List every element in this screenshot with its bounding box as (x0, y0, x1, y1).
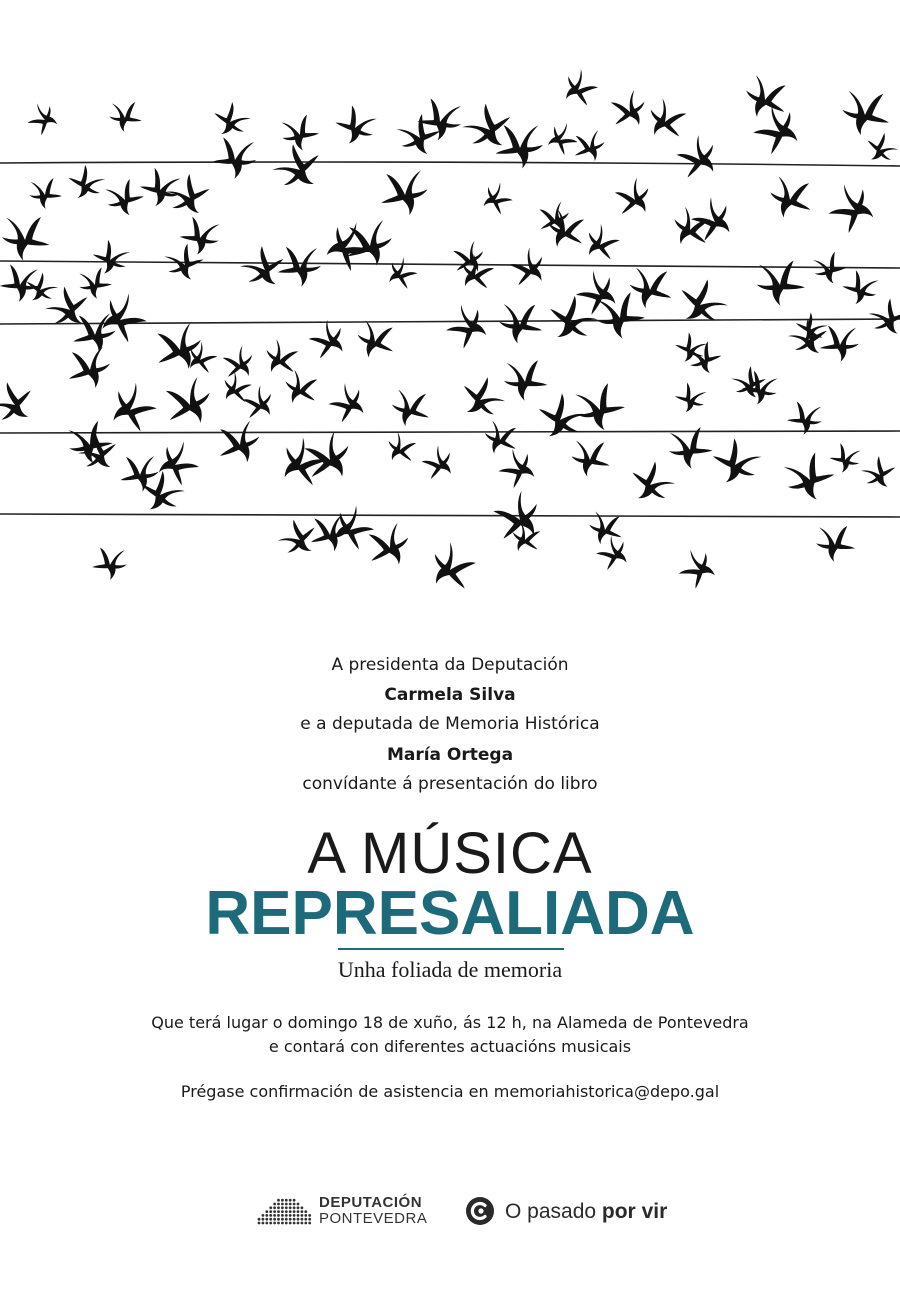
logo-dot (289, 1214, 292, 1217)
logo-dot (293, 1210, 296, 1213)
logo-dot (289, 1210, 292, 1213)
bird-silhouette (277, 111, 323, 155)
deputacion-logo-line1: DEPUTACIÓN (319, 1194, 423, 1211)
logo-dot (285, 1203, 288, 1206)
logo-dot (304, 1222, 307, 1225)
bird-silhouette (671, 132, 726, 187)
logo-dot (273, 1210, 276, 1213)
circle-c-logo-icon (465, 1196, 495, 1226)
invite-line-presidenta: A presidenta da Deputación (331, 655, 569, 675)
bird-silhouette (498, 302, 542, 344)
birds-on-wires-illustration (0, 60, 900, 600)
bird-silhouette (149, 437, 203, 492)
bird-silhouette (354, 319, 398, 362)
bird-silhouette (740, 74, 791, 124)
logo-dot (301, 1218, 304, 1221)
deputacion-logo-line2: PONTEVEDRA (319, 1210, 428, 1227)
bird-silhouette (501, 357, 549, 403)
logo-dot (273, 1218, 276, 1221)
logo-dot (277, 1210, 280, 1213)
logo-dot (281, 1206, 284, 1209)
bird-silhouette (304, 317, 353, 366)
logo-dot (273, 1222, 276, 1225)
bird-silhouette (162, 169, 217, 224)
book-title-bottom: REPRESALIADA (205, 879, 695, 948)
logo-dot (304, 1218, 307, 1221)
invite-line-deputada: e a deputada de Memoria Histórica (300, 714, 600, 734)
bird-silhouette (208, 98, 254, 144)
bird-silhouette (26, 176, 63, 212)
bird-silhouette (380, 170, 428, 216)
bird-silhouette (481, 420, 521, 459)
bird-silhouette (571, 440, 610, 477)
logo-dot (277, 1222, 280, 1225)
logo-dot (281, 1218, 284, 1221)
event-details-line1: Que terá lugar o domingo 18 de xuño, ás 12 h, na Alameda de Pontevedra (151, 1013, 749, 1032)
bird-silhouette (556, 66, 602, 112)
bird-silhouette (818, 323, 861, 364)
logo-dot (289, 1199, 292, 1202)
bird-silhouette (0, 214, 50, 262)
bird-silhouette (135, 164, 185, 213)
bird-silhouette (824, 180, 883, 240)
logo-dot (293, 1199, 296, 1202)
logo-dot (281, 1203, 284, 1206)
bird-silhouette (101, 175, 148, 221)
logo-dot (297, 1222, 300, 1225)
bird-silhouette (779, 448, 841, 509)
logo-dot (304, 1210, 307, 1213)
logo-dot (285, 1199, 288, 1202)
logo-dot (265, 1222, 268, 1225)
bird-silhouette (238, 383, 281, 425)
logo-dot (301, 1206, 304, 1209)
logo-dot (285, 1214, 288, 1217)
logo-dot (285, 1218, 288, 1221)
logo-dot (285, 1210, 288, 1213)
logo-dot (281, 1214, 284, 1217)
bird-silhouette (343, 219, 395, 269)
logo-dot (258, 1218, 261, 1221)
invite-name-maria: María Ortega (386, 745, 514, 765)
bird-silhouette (671, 273, 731, 333)
logo-dot (285, 1206, 288, 1209)
bird-silhouette (542, 120, 581, 160)
logo-dot (281, 1222, 284, 1225)
bird-silhouette (861, 129, 900, 169)
logo-dot (273, 1214, 276, 1217)
bird-silhouette (108, 100, 143, 133)
bird-silhouette (390, 389, 431, 428)
bird-silhouette (705, 433, 766, 494)
logo-dot (277, 1199, 280, 1202)
invite-name-carmela: Carmela Silva (384, 685, 516, 705)
bird-silhouette (381, 254, 421, 294)
logo-dot (301, 1210, 304, 1213)
bird-silhouette (784, 399, 825, 439)
bird-silhouette (675, 546, 722, 594)
bird-silhouette (63, 417, 117, 470)
bird-silhouette (75, 429, 124, 478)
logo-dot (304, 1214, 307, 1217)
bird-silhouette (571, 129, 607, 164)
bird-silhouette (25, 100, 64, 139)
logo-dot (269, 1210, 272, 1213)
logo-dot (281, 1199, 284, 1202)
bird-silhouette (421, 539, 482, 599)
logo-dot (308, 1214, 311, 1217)
bird-silhouette (671, 380, 710, 419)
pasado-por-vir-text: O pasado por vir (505, 1200, 668, 1223)
logo-dot (297, 1214, 300, 1217)
bird-silhouette (0, 377, 41, 431)
bird-silhouette (628, 267, 672, 309)
logo-dot (265, 1218, 268, 1221)
bird-silhouette (441, 300, 495, 354)
bird-silhouette (382, 430, 421, 468)
logo-dot (301, 1214, 304, 1217)
invite-line-convidante: convídante á presentación do libro (302, 774, 598, 794)
bird-silhouette (842, 91, 889, 136)
bird-silhouette (606, 88, 652, 134)
logo-dot (301, 1222, 304, 1225)
bird-silhouette (90, 545, 129, 582)
bird-silhouette (814, 523, 856, 563)
bird-silhouette (101, 379, 162, 440)
bird-silhouette (275, 515, 323, 563)
logo-dot (262, 1218, 265, 1221)
bird-silhouette (151, 321, 207, 375)
logo-dot (297, 1210, 300, 1213)
bird-silhouette (858, 452, 900, 495)
bird-silhouette (330, 101, 381, 152)
logo-dot (285, 1222, 288, 1225)
bird-silhouette (641, 96, 692, 146)
logo-dot (269, 1206, 272, 1209)
logo-dot (269, 1218, 272, 1221)
logo-dot (273, 1206, 276, 1209)
bird-silhouette (417, 443, 460, 486)
logo-dot (277, 1206, 280, 1209)
bird-silhouette (570, 379, 630, 438)
logo-dot (262, 1222, 265, 1225)
bird-silhouette (218, 344, 260, 385)
logo-dot (297, 1206, 300, 1209)
bird-silhouette (88, 236, 134, 281)
rsvp-line: Prégase confirmación de asistencia en memoriahistorica@depo.gal (180, 1082, 720, 1101)
logo-dot (289, 1206, 292, 1209)
logo-dot (297, 1218, 300, 1221)
book-subtitle: Unha foliada de memoria (337, 957, 563, 982)
logo-dot (265, 1214, 268, 1217)
logo-dot (262, 1214, 265, 1217)
bird-silhouette (494, 445, 542, 494)
bird-silhouette (686, 194, 741, 249)
logo-dot (265, 1210, 268, 1213)
deputacion-logo (257, 1194, 427, 1228)
logo-dot (297, 1203, 300, 1206)
bird-silhouette (159, 375, 218, 432)
bird-silhouette (277, 244, 323, 288)
bird-silhouette (210, 134, 260, 182)
logo-dot (258, 1222, 261, 1225)
bird-silhouette (487, 488, 550, 550)
bird-silhouette (280, 368, 322, 409)
logo-dot (289, 1222, 292, 1225)
title-divider (338, 948, 564, 950)
bird-silhouette (826, 440, 864, 477)
logo-dot (293, 1222, 296, 1225)
bird-silhouette (324, 380, 373, 429)
bird-silhouette (214, 420, 264, 468)
logo-dot (293, 1214, 296, 1217)
logo-dot (269, 1222, 272, 1225)
logo-dot (273, 1203, 276, 1206)
bird-silhouette (624, 456, 679, 511)
bird-silhouette (454, 372, 507, 426)
logo-dot (308, 1218, 311, 1221)
bird-silhouette (753, 257, 807, 309)
logo-dot (289, 1218, 292, 1221)
bird-silhouette (237, 241, 292, 296)
bird-silhouette (767, 175, 815, 221)
logo-dot (308, 1222, 311, 1225)
logo-dot (289, 1203, 292, 1206)
logo-dot (277, 1214, 280, 1217)
bird-silhouette (66, 346, 112, 390)
logo-dot (277, 1218, 280, 1221)
bird-silhouette (809, 249, 850, 289)
logo-dot (269, 1214, 272, 1217)
dot-grid-logo-icon (257, 1197, 313, 1225)
bird-silhouette (578, 221, 624, 267)
bird-silhouette (62, 161, 108, 207)
bird-silhouette (504, 245, 553, 293)
logo-dot (281, 1210, 284, 1213)
book-title-top: A MÚSICA (307, 821, 593, 886)
bird-silhouette (476, 179, 516, 219)
bird-silhouette (728, 362, 771, 405)
bird-silhouette (667, 205, 716, 253)
bird-silhouette (120, 455, 159, 492)
logo-dot (277, 1203, 280, 1206)
bird-silhouette (838, 267, 883, 311)
event-details-line2: e contará con diferentes actuacións musicais (268, 1037, 632, 1056)
logo-dot (293, 1203, 296, 1206)
bird-silhouette (571, 267, 626, 322)
logo-dot (293, 1218, 296, 1221)
logo-dot (293, 1206, 296, 1209)
bird-silhouette (176, 213, 224, 260)
bird-silhouette (610, 175, 658, 222)
